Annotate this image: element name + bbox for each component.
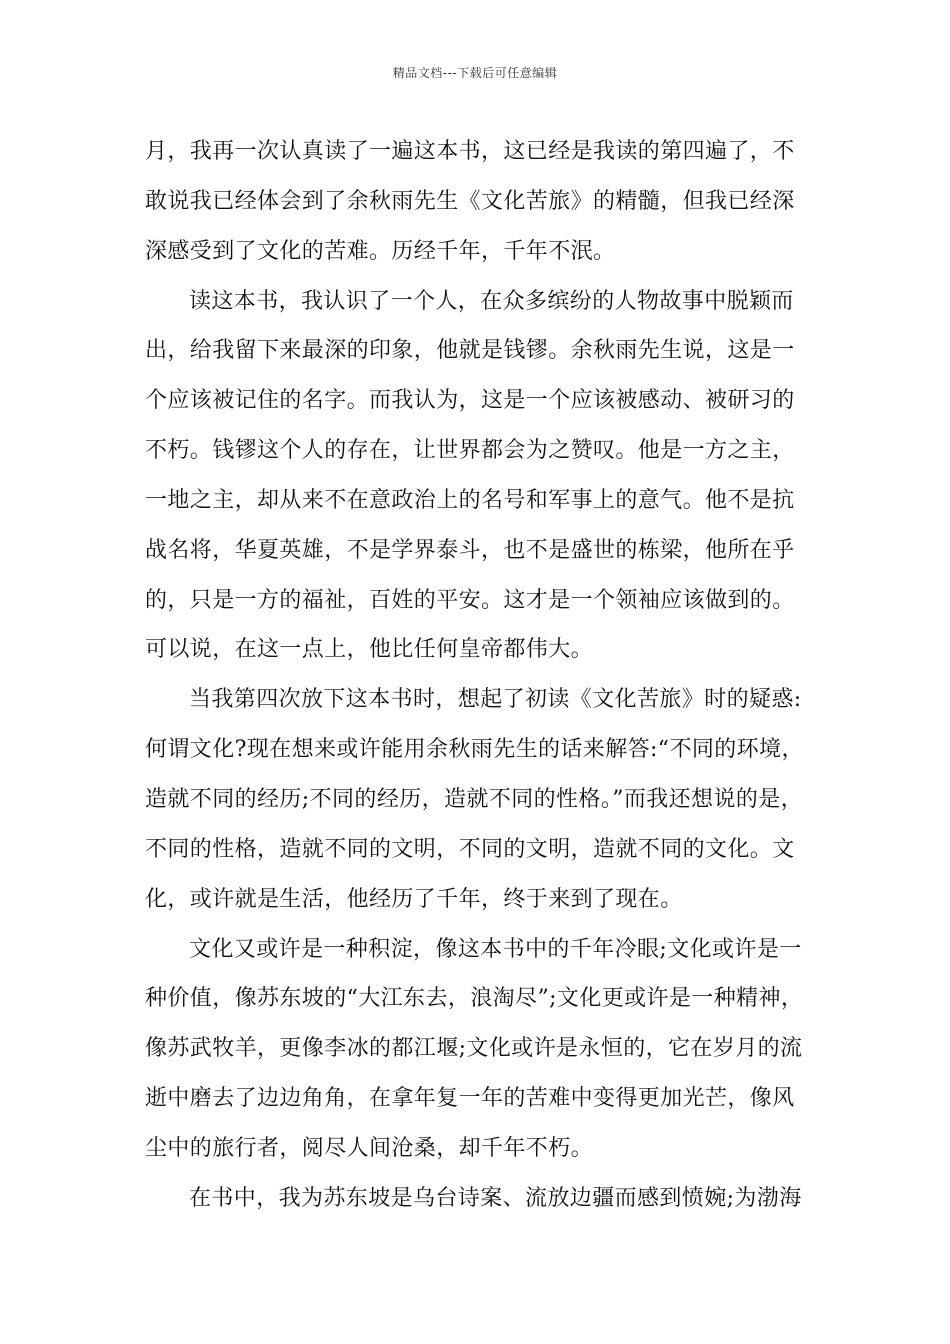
text-line: 造就不同的经历;不同的经历，造就不同的性格。”而我还想说的是， [145, 786, 804, 812]
text-line: 化，或许就是生活，他经历了千年，终于来到了现在。 [145, 886, 683, 912]
text-line: 月，我再一次认真读了一遍这本书，这已经是我读的第四遍了，不 [145, 139, 795, 164]
text-line: 在书中，我为苏东坡是乌台诗案、流放边疆而感到愤婉;为渤海 [189, 1185, 802, 1211]
text-line: 敢说我已经体会到了余秋雨先生《文化苦旅》的精髓，但我已经深 [145, 188, 795, 214]
text-line: 不朽。钱镠这个人的存在，让世界都会为之赞叹。他是一方之主， [145, 438, 795, 464]
text-line: 战名将，华夏英雄，不是学界泰斗，也不是盛世的栋梁，他所在乎 [145, 537, 795, 563]
text-line: 种价值，像苏东坡的“大江东去，浪淘尽”;文化更或许是一种精神， [145, 986, 804, 1012]
text-line: 个应该被记住的名字。而我认为，这是一个应该被感动、被研习的 [145, 388, 795, 414]
text-line: 不同的性格，造就不同的文明，不同的文明，造就不同的文化。文 [145, 836, 795, 862]
text-line: 一地之主，却从来不在意政治上的名号和军事上的意气。他不是抗 [145, 487, 795, 513]
text-line: 出，给我留下来最深的印象，他就是钱镠。余秋雨先生说，这是一 [145, 338, 795, 364]
text-line: 当我第四次放下这本书时，想起了初读《文化苦旅》时的疑惑: [189, 687, 802, 713]
text-line: 尘中的旅行者，阅尽人间沧桑，却千年不朽。 [145, 1135, 594, 1161]
page-header: 精品文档---下载后可任意编辑 [392, 66, 558, 80]
text-line: 读这本书，我认识了一个人，在众多缤纷的人物故事中脱颖而 [189, 288, 794, 314]
text-line: 的，只是一方的福祉，百姓的平安。这才是一个领袖应该做到的。 [145, 587, 795, 613]
text-line: 何谓文化?现在想来或许能用余秋雨先生的话来解答:“不同的环境， [145, 737, 804, 763]
text-line: 深感受到了文化的苦难。历经千年，千年不泯。 [145, 238, 616, 264]
text-line: 可以说，在这一点上，他比任何皇帝都伟大。 [145, 637, 594, 663]
document-body [145, 133, 811, 1230]
text-line: 逝中磨去了边边角角，在拿年复一年的苦难中变得更加光芒，像风 [145, 1086, 795, 1112]
text-line: 文化又或许是一种积淀，像这本书中的千年冷眼;文化或许是一 [189, 936, 802, 962]
text-line: 像苏武牧羊，更像李冰的都江堰;文化或许是永恒的，它在岁月的流 [145, 1036, 803, 1062]
